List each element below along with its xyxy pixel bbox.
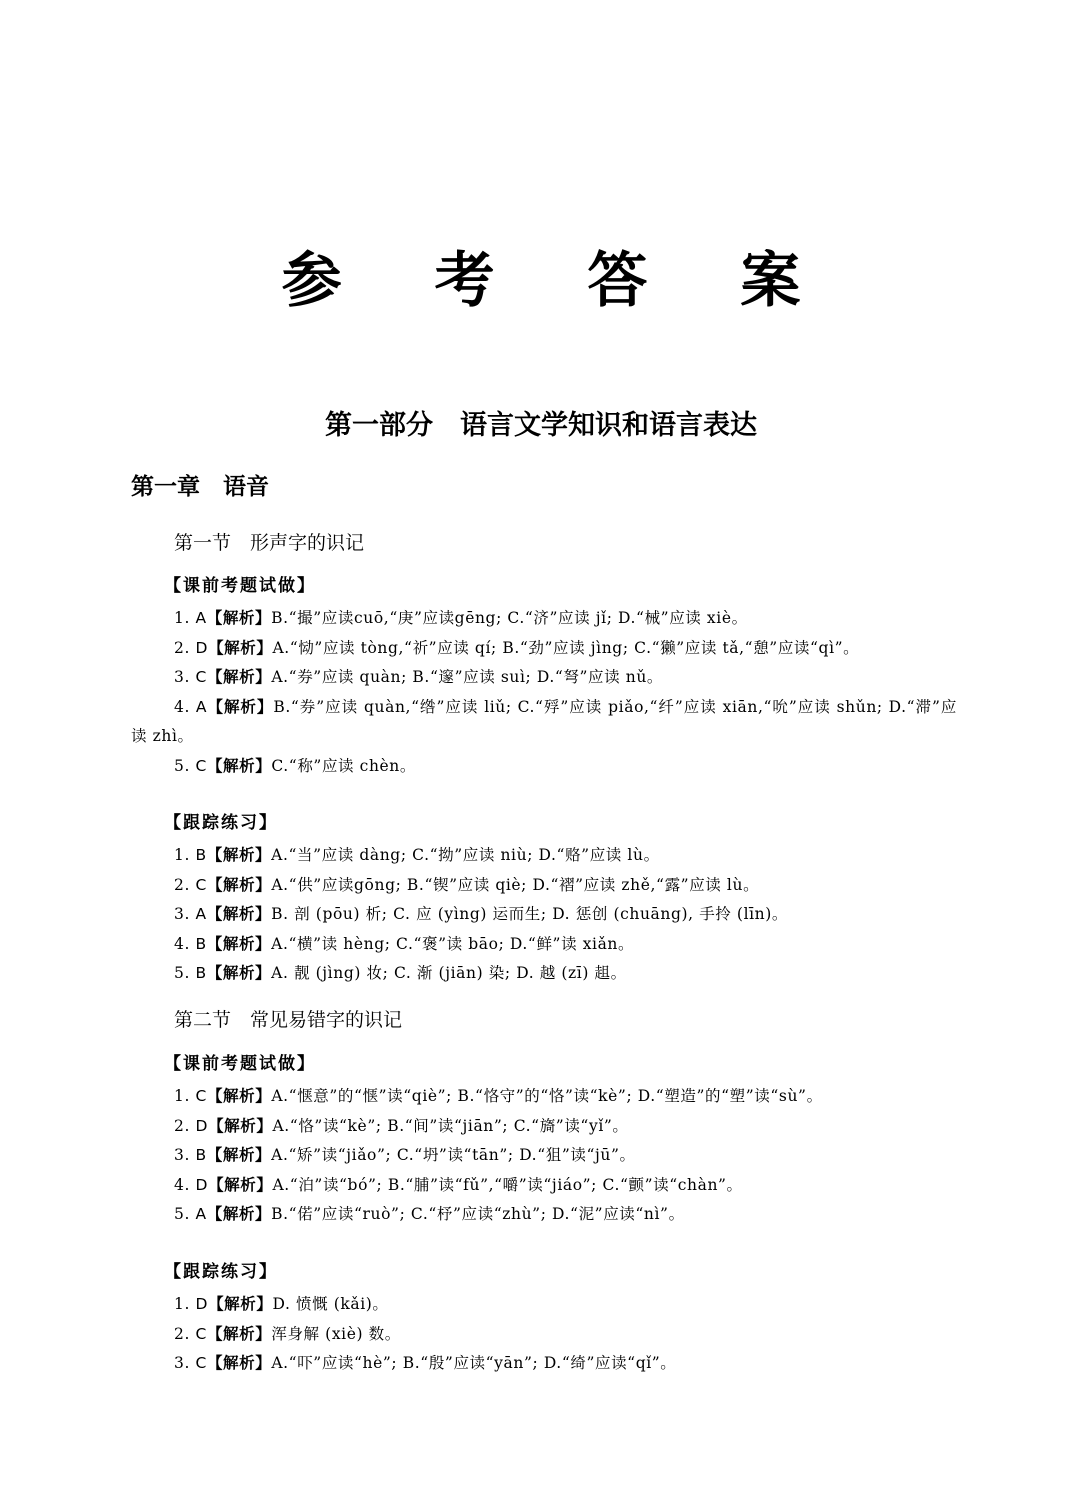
answer-item: 3. C【解析】A.“吓”应读“hè”; B.“殷”应读“yān”; D.“绮”应读“qǐ”。 — [174, 1354, 677, 1373]
answer-item: 1. C【解析】A.“惬意”的“惬”读“qiè”; B.“恪守”的“恪”读“kè”; D.“塑造”的“塑”读“sù”。 — [174, 1087, 823, 1105]
chapter-title: 第一章 语音 — [131, 474, 269, 500]
answer-item: 2. C【解析】A.“供”应读gōng; B.“锲”应读 qiè; D.“褶”应读 zhě,“露”应读 lù。 — [174, 875, 760, 894]
answer-item: 5. C【解析】C.“称”应读 chèn。 — [174, 756, 416, 775]
answer-item: 4. A【解析】B.“券”应读 quàn,“绺”应读 liǔ; C.“殍”应读 piǎo,“纤”应读 xiān,“吮”应读 shǔn; D.“滞”应读 zhì。 — [131, 697, 958, 746]
answer-list — [131, 1290, 957, 1379]
answer-item: 2. D【解析】A.“恸”应读 tòng,“祈”应读 qí; B.“劲”应读 jìng; C.“獭”应读 tǎ,“憩”应读“qì”。 — [174, 638, 860, 657]
section-title: 第一节 形声字的识记 — [174, 532, 365, 554]
group-heading: 【跟踪练习】 — [164, 813, 278, 833]
answer-list — [131, 604, 957, 782]
group-heading: 【课前考题试做】 — [164, 576, 316, 596]
answer-list — [131, 1082, 957, 1230]
answer-item: 3. C【解析】A.“券”应读 quàn; B.“邃”应读 suì; D.“弩”应读 nǔ。 — [174, 668, 664, 687]
answer-item: 4. B【解析】A.“横”读 hèng; C.“褒”读 bāo; D.“鲜”读 xiǎn。 — [174, 934, 635, 953]
answer-item: 2. D【解析】A.“恪”读“kè”; B.“间”读“jiān”; C.“旖”读“yǐ”。 — [174, 1116, 629, 1135]
answer-item: 3. A【解析】B. 剖 (pōu) 析; C. 应 (yìng) 运而生; D. 惩创 (chuāng), 手拎 (līn)。 — [174, 905, 789, 924]
section-title: 第二节 常见易错字的识记 — [174, 1009, 403, 1031]
answer-item: 1. B【解析】A.“当”应读 dàng; C.“拗”应读 niù; D.“赂”应读 lù。 — [174, 846, 660, 864]
answer-item: 2. C【解析】浑身解 (xiè) 数。 — [174, 1324, 401, 1343]
group-heading: 【跟踪练习】 — [164, 1262, 278, 1282]
answer-item: 3. B【解析】A.“矫”读“jiǎo”; C.“坍”读“tān”; D.“狙”读“jū”。 — [174, 1146, 636, 1165]
page-title: 参 考 答 案 — [281, 246, 837, 316]
answer-item: 1. A【解析】B.“撮”应读cuō,“庚”应读gēng; C.“济”应读 jǐ; D.“械”应读 xiè。 — [174, 609, 748, 627]
answer-item: 5. B【解析】A. 靓 (jìng) 妆; C. 渐 (jiān) 染; D. 越 (zī) 趄。 — [174, 964, 627, 983]
answer-item: 4. D【解析】A.“泊”读“bó”; B.“脯”读“fǔ”,“嚼”读“jiáo”; C.“颤”读“chàn”。 — [174, 1175, 743, 1194]
answer-item: 1. D【解析】D. 愤慨 (kǎi)。 — [174, 1295, 389, 1313]
part-title: 第一部分 语言文学知识和语言表达 — [325, 410, 757, 441]
group-heading: 【课前考题试做】 — [164, 1054, 316, 1074]
answer-list — [131, 841, 957, 989]
answer-item: 5. A【解析】B.“偌”应读“ruò”; C.“杼”应读“zhù”; D.“泥”应读“nì”。 — [174, 1205, 685, 1224]
